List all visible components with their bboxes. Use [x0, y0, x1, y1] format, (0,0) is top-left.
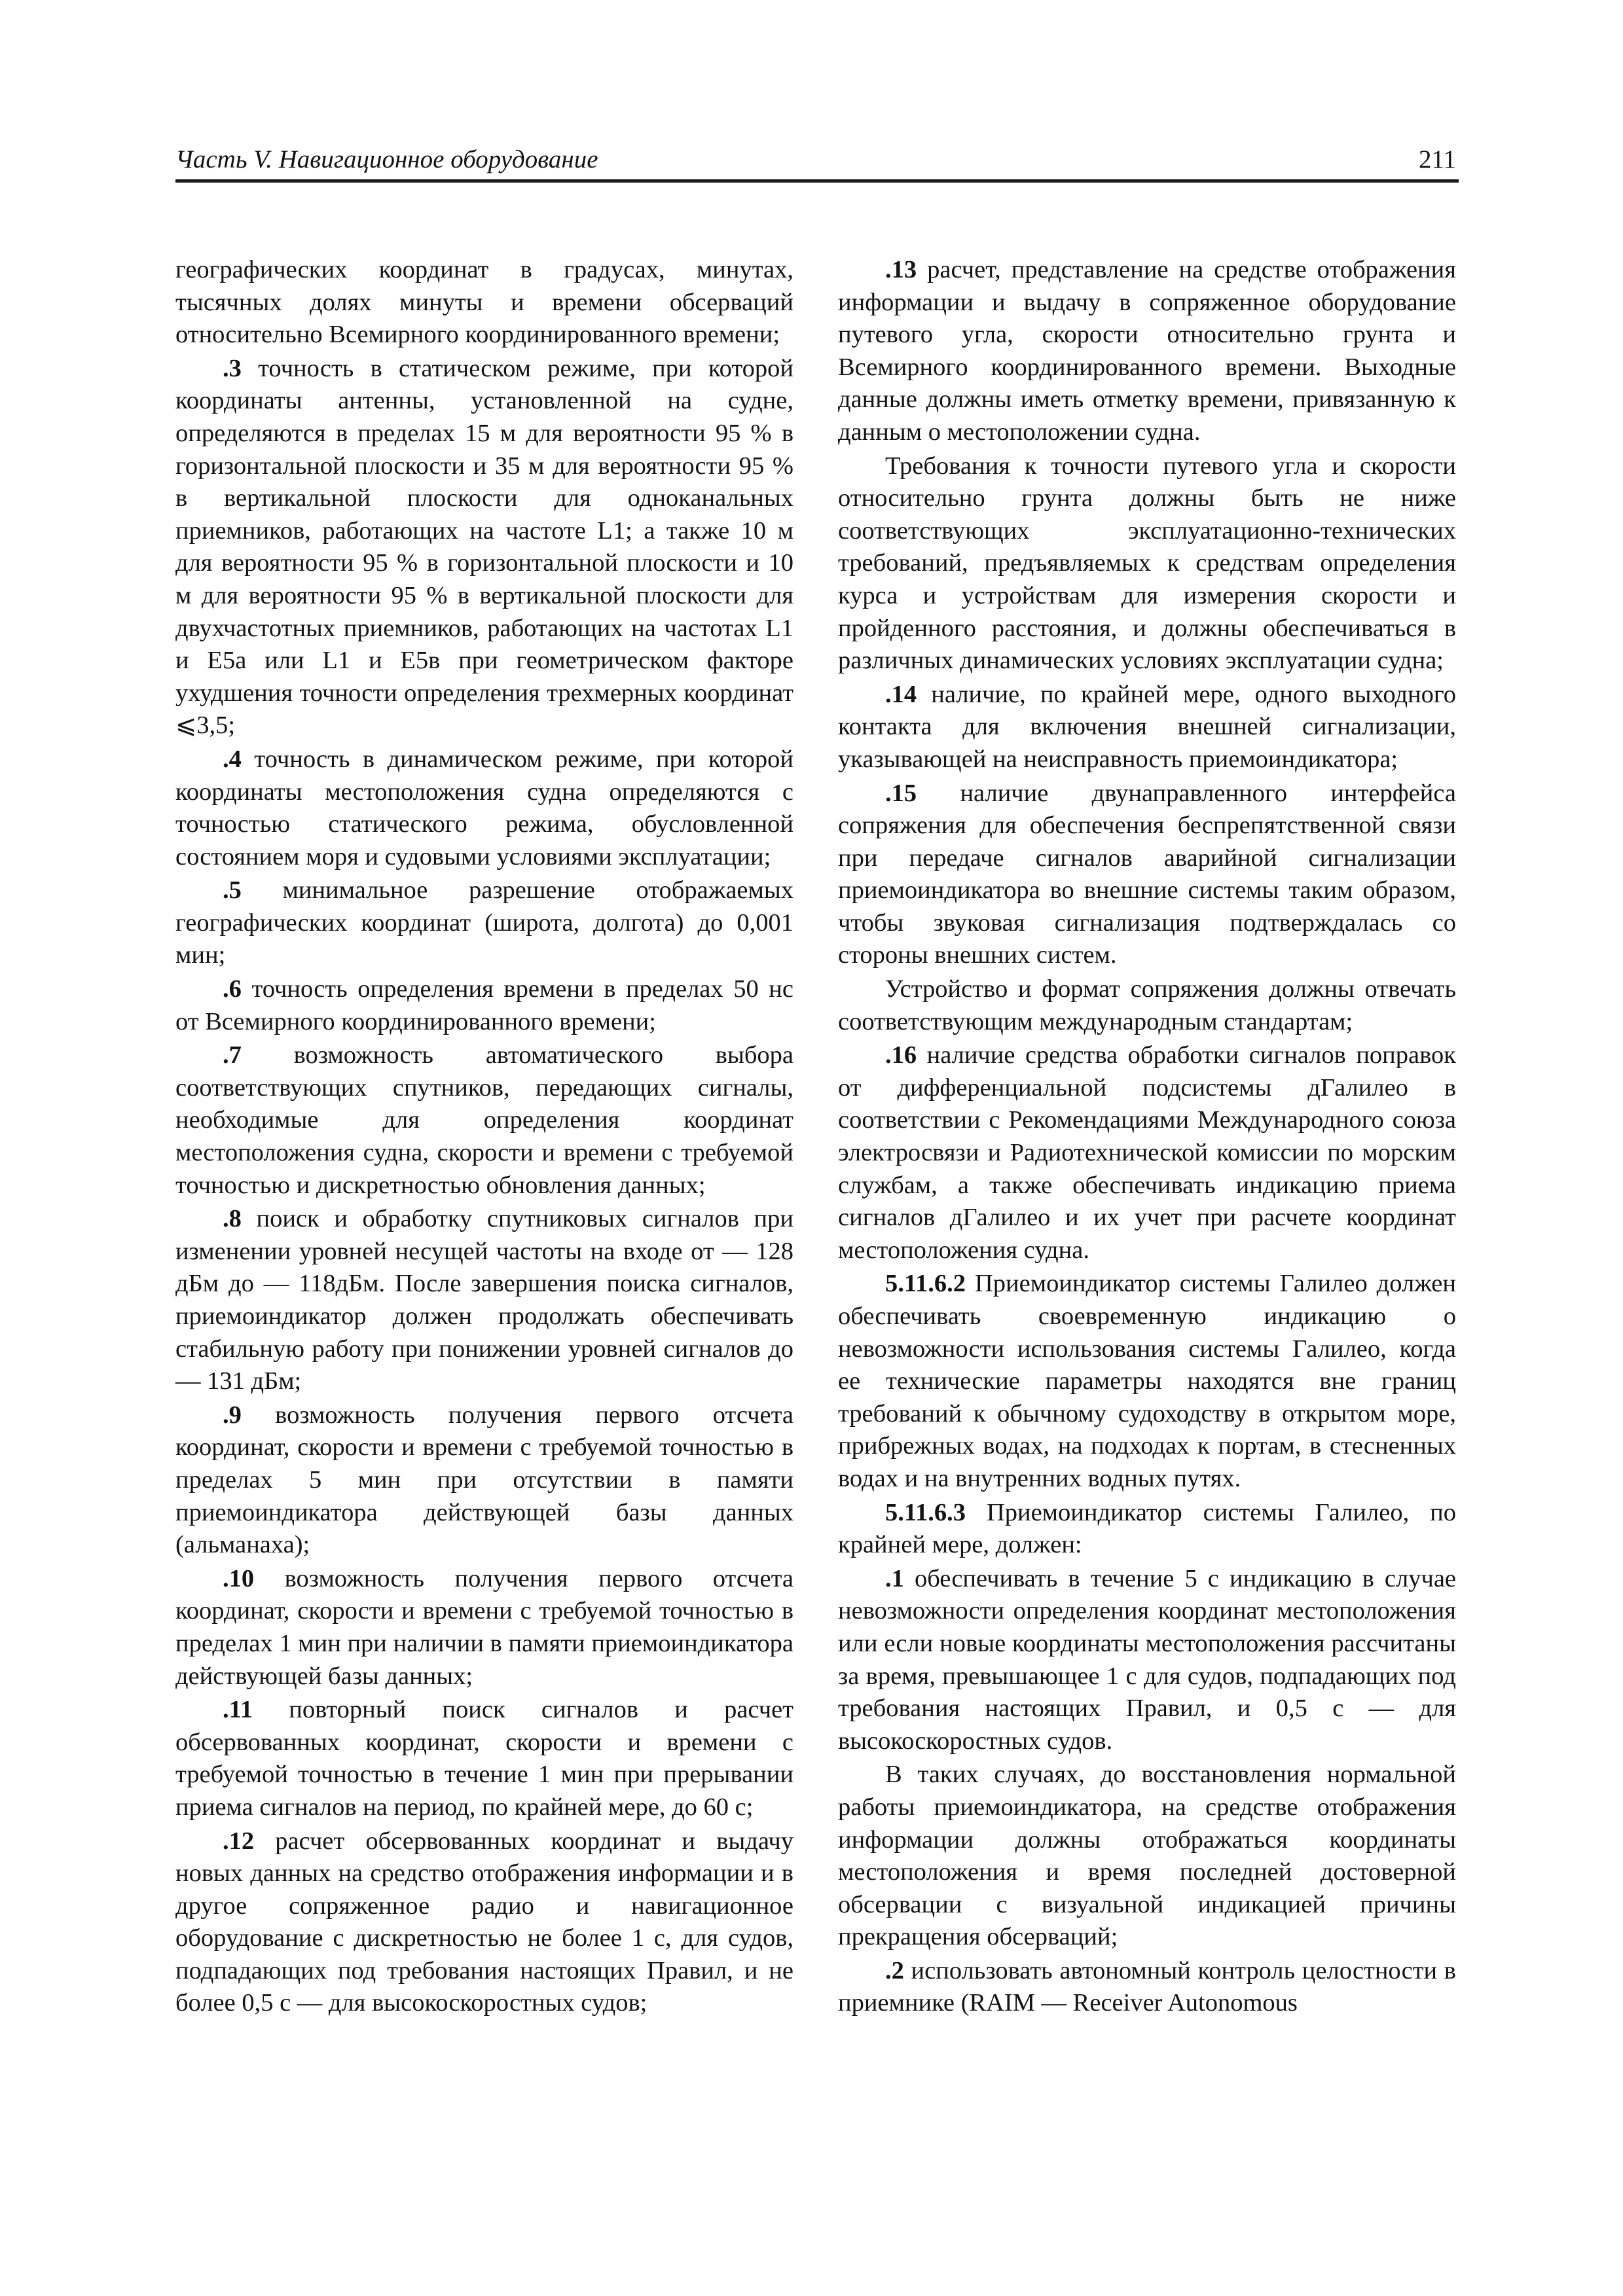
running-header	[175, 143, 1459, 183]
paragraph: .13 расчет, представление на средстве отображения информации и выдачу в сопряженное оборудование путевого угла, скорости относительно грунта и Всемирного координированного времени. Выходные данные должны иметь отметку времени, привязанную к данным о местоположении судна.	[838, 256, 1456, 446]
paragraph: .2 использовать автономный контроль целостности в приемнике (RAIM — Receiver Autonomous	[838, 1956, 1456, 2017]
paragraph: .6 точность определения времени в пределах 50 нс от Всемирного координированного времени;	[175, 975, 793, 1035]
item-number: .6	[223, 975, 242, 1003]
item-number: .10	[223, 1564, 255, 1592]
right-column	[838, 254, 1456, 2021]
item-number: .15	[885, 779, 917, 807]
item-number: .11	[223, 1696, 253, 1724]
paragraph: В таких случаях, до восстановления нормальной работы приемоиндикатора, на средстве отображения информации должны отображаться координаты местоположения и время последней достоверной обсервации с визуальной индикацией причины прекращения обсерваций;	[838, 1761, 1456, 1951]
paragraph: .16 наличие средства обработки сигналов поправок от дифференциальной подсистемы дГалилео в соответствии с Рекомендациями Международного союза электросвязи и Радиотехнической комиссии по морским службам, а также обеспечивать индикацию приема сигналов дГалилео и их учет при расчете координат местоположения судна.	[838, 1041, 1456, 1264]
paragraph: .10 возможность получения первого отсчета координат, скорости и времени с требуемой точностью в пределах 1 мин при наличии в памяти приемоиндикатора действующей базы данных;	[175, 1564, 793, 1690]
item-number: .16	[885, 1041, 917, 1069]
paragraph: географических координат в градусах, минутах, тысячных долях минуты и времени обсерваций относительно Всемирного координированного времени;	[175, 256, 793, 349]
item-number: .7	[223, 1041, 242, 1069]
item-number: .9	[223, 1401, 242, 1429]
paragraph: .5 минимальное разрешение отображаемых географических координат (широта, долгота) до 0,001 мин;	[175, 876, 793, 969]
paragraph: .1 обеспечивать в течение 5 с индикацию в случае невозможности определения координат местоположения или если новые координаты местоположения рассчитаны за время, превышающее 1 с для судов, подпадающих под требования настоящих Правил, и 0,5 с — для высокоскоростных судов.	[838, 1564, 1456, 1755]
paragraph: .14 наличие, по крайней мере, одного выходного контакта для включения внешней сигнализации, указывающей на неисправность приемоиндикатора;	[838, 680, 1456, 773]
item-number: .1	[885, 1564, 904, 1592]
paragraph: 5.11.6.2 Приемоиндикатор системы Галилео должен обеспечивать своевременную индикацию о невозможности использования системы Галилео, когда ее технические параметры находятся вне границ требований к обычному судоходству в открытом море, прибрежных водах, на подходах к портам, в стесненных водах и на внутренних водных путях.	[838, 1270, 1456, 1492]
item-number: .8	[223, 1205, 242, 1233]
paragraph: .8 поиск и обработку спутниковых сигналов при изменении уровней несущей частоты на входе от — 128 дБм до — 118дБм. После завершения поиска сигналов, приемоиндикатор должен продолжать обеспечивать стабильную работу при понижении уровней сигналов до — 131 дБм;	[175, 1205, 793, 1395]
paragraph: .12 расчет обсервованных координат и выдачу новых данных на средство отображения информации и в другое сопряженное радио и навигационное оборудование с дискретностью не более 1 с, для судов, подпадающих под требования настоящих Правил, и не более 0,5 с — для высокоскоростных судов;	[175, 1827, 793, 2017]
page-number: 211	[1418, 145, 1456, 173]
item-number: .14	[885, 680, 917, 708]
item-number: .2	[885, 1956, 904, 1984]
paragraph: .4 точность в динамическом режиме, при которой координаты местоположения судна определяются с точностью статического режима, обусловленной состоянием моря и судовыми условиями эксплуатации;	[175, 745, 793, 870]
paragraph: .15 наличие двунаправленного интерфейса сопряжения для обеспечения беспрепятственной связи при передаче сигналов аварийной сигнализации приемоиндикатора во внешние системы таким образом, чтобы звуковая сигнализация подтверждалась со стороны внешних систем.	[838, 779, 1456, 969]
item-number: .4	[223, 745, 242, 773]
section-number: 5.11.6.2	[885, 1270, 966, 1298]
section-number: 5.11.6.3	[885, 1498, 966, 1526]
paragraph: 5.11.6.3 Приемоиндикатор системы Галилео, по крайней мере, должен:	[838, 1498, 1456, 1559]
paragraph: .7 возможность автоматического выбора соответствующих спутников, передающих сигналы, необходимые для определения координат местоположения судна, скорости и времени с требуемой точностью и дискретностью обновления данных;	[175, 1041, 793, 1199]
item-number: .5	[223, 876, 242, 905]
left-column	[175, 254, 793, 2021]
item-number: .12	[223, 1827, 255, 1855]
paragraph: .9 возможность получения первого отсчета координат, скорости и времени с требуемой точностью в пределах 5 мин при отсутствии в памяти приемоиндикатора действующей базы данных (альманаха);	[175, 1401, 793, 1559]
paragraph: Устройство и формат сопряжения должны отвечать соответствующим международным стандартам;	[838, 975, 1456, 1035]
paragraph: Требования к точности путевого угла и скорости относительно грунта должны быть не ниже соответствующих эксплуатационно-технических требований, предъявляемых к средствам определения курса и устройствам для измерения скорости и пройденного расстояния, и должны обеспечиваться в различных динамических условиях эксплуатации судна;	[838, 452, 1456, 675]
item-number: .13	[885, 256, 917, 283]
paragraph: .11 повторный поиск сигналов и расчет обсервованных координат, скорости и времени с требуемой точностью в течение 1 мин при прерывании приема сигналов на период, по крайней мере, до 60 с;	[175, 1696, 793, 1821]
paragraph: .3 точность в статическом режиме, при которой координаты антенны, установленной на судне, определяются в пределах 15 м для вероятности 95 % в горизонтальной плоскости и 35 м для вероятности 95 % в вертикальной плоскости для одноканальных приемников, работающих на частоте L1; а также 10 м для вероятности 95 % в горизонтальной плоскости и 10 м для вероятности 95 % в вертикальной плоскости для двухчастотных приемников, работающих на частотах L1 и E5a или L1 и E5в при геометрическом факторе ухудшения точности определения трехмерных координат ⩽3,5;	[175, 354, 793, 740]
item-number: .3	[223, 354, 242, 382]
running-header-title: Часть V. Навигационное оборудование	[175, 145, 598, 173]
